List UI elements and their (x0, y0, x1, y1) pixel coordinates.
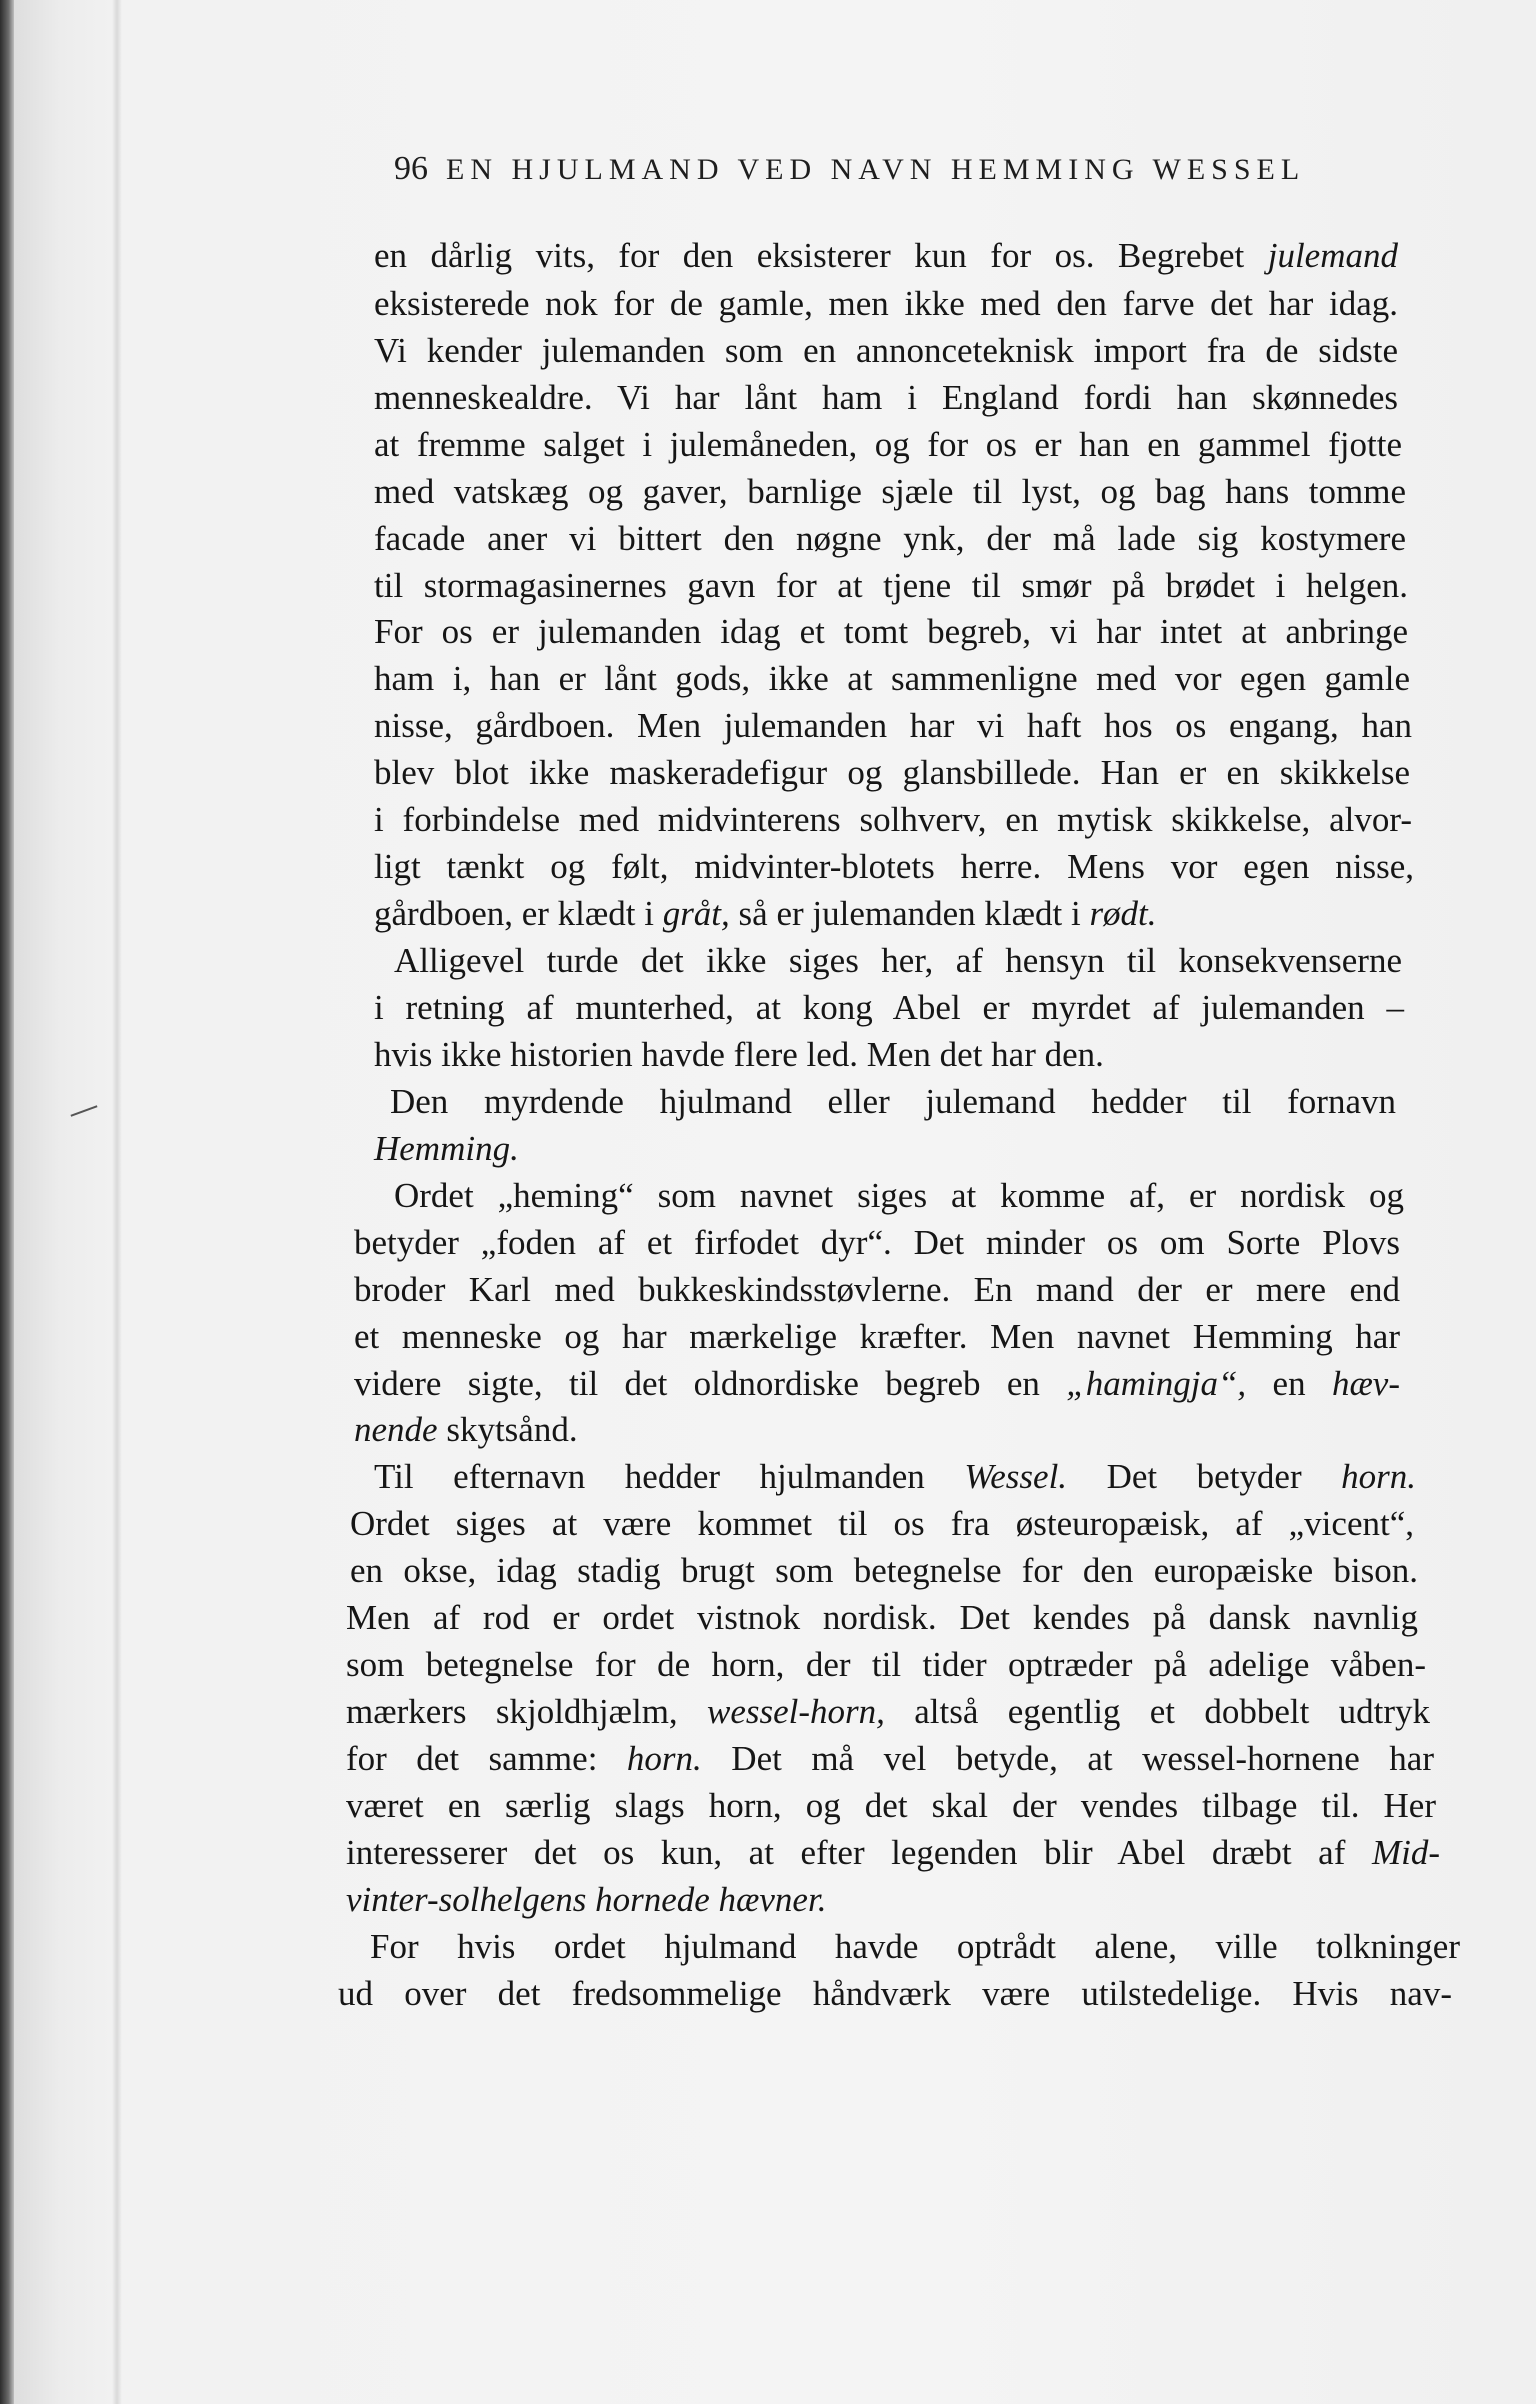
text-run: Den myrdende hjulmand eller julemand hedder til fornavn (390, 1082, 1396, 1121)
text-run: betyder „foden af et firfodet dyr“. Det minder os om Sorte Plovs (354, 1223, 1400, 1262)
text-line (374, 655, 1410, 703)
text-line (374, 1453, 1416, 1501)
italic-text: horn. (1341, 1457, 1417, 1496)
italic-text: nende (354, 1410, 438, 1449)
text-line (374, 421, 1402, 469)
text-run: For os er julemanden idag et tomt begreb, vi har intet at anbringe (374, 612, 1408, 651)
text-run: Vi kender julemanden som en annonceteknisk import fra de sidste (374, 331, 1398, 370)
text-line (374, 280, 1398, 328)
text-line (394, 937, 1402, 985)
text-run: været en særlig slags horn, og det skal der vendes tilbage til. Her (346, 1786, 1436, 1825)
text-line (374, 562, 1408, 610)
text-run: altså egentlig et dobbelt udtryk (884, 1692, 1430, 1731)
text-run: Alligevel turde det ikke siges her, af hensyn til konsekvenserne (394, 941, 1402, 980)
italic-text: Wessel. (964, 1457, 1068, 1496)
text-run: en dårlig vits, for den eksisterer kun for os. Begrebet (374, 236, 1268, 275)
text-line (374, 843, 1414, 891)
text-line (346, 1735, 1434, 1783)
text-run: interesserer det os kun, at efter legenden blir Abel dræbt af (346, 1833, 1372, 1872)
text-line (370, 1923, 1460, 1971)
text-run: videre sigte, til det oldnordiske begreb en (354, 1364, 1067, 1403)
text-run: ligt tænkt og følt, midvinter-blotets herre. Mens vor egen nisse, (374, 847, 1414, 886)
text-line (374, 984, 1404, 1032)
text-run: Ordet „heming“ som navnet siges at komme af, er nordisk og (394, 1176, 1404, 1215)
text-run: mærkers skjoldhjælm, (346, 1692, 708, 1731)
text-line (354, 1360, 1400, 1408)
text-run: til stormagasinernes gavn for at tjene til smør på brødet i helgen. (374, 566, 1408, 605)
text-run: med vatskæg og gaver, barnlige sjæle til lyst, og bag hans tomme (374, 472, 1406, 511)
text-line (374, 608, 1408, 656)
text-run: som betegnelse for de horn, der til tider optræder på adelige våben- (346, 1645, 1426, 1684)
text-run: ud over det fredsommelige håndværk være utilstedelige. Hvis nav- (338, 1974, 1452, 2013)
text-run: i forbindelse med midvinterens solhverv, en mytisk skikkelse, alvor- (374, 800, 1412, 839)
text-run: ham i, han er lånt gods, ikke at sammenligne med vor egen gamle (374, 659, 1410, 698)
text-run: For hvis ordet hjulmand havde optrådt alene, ville tolkninger (370, 1927, 1460, 1966)
text-line (374, 1125, 584, 1173)
text-line (374, 232, 1398, 280)
text-run: skytsånd. (437, 1410, 578, 1449)
text-run: Det betyder (1067, 1457, 1342, 1496)
text-run: eksisterede nok for de gamle, men ikke med den farve det har idag. (374, 284, 1398, 323)
text-run: Det må vel betyde, at wessel-hornene har (701, 1739, 1434, 1778)
text-run: Til efternavn hedder hjulmanden (374, 1457, 965, 1496)
text-line (346, 1782, 1436, 1830)
running-title: EN HJULMAND VED NAVN HEMMING WESSEL (446, 153, 1306, 186)
text-line (390, 1078, 1396, 1126)
text-line (354, 1219, 1400, 1267)
text-run: at fremme salget i julemåneden, og for os er han en gammel fjotte (374, 425, 1402, 464)
page-number: 96 (394, 150, 428, 187)
text-line (346, 1688, 1430, 1736)
text-line (374, 796, 1412, 844)
text-run: så er julemanden klædt i (729, 894, 1090, 933)
text-run: et menneske og har mærkelige kræfter. Men navnet Hemming har (354, 1317, 1400, 1356)
italic-text: Hemming. (374, 1129, 519, 1168)
text-run: for det samme: (346, 1739, 627, 1778)
text-run: blev blot ikke maskeradefigur og glansbillede. Han er en skikkelse (374, 753, 1410, 792)
text-line (346, 1641, 1426, 1689)
text-run: hvis ikke historien havde flere led. Men det har den. (374, 1035, 1104, 1074)
text-run: en okse, idag stadig brugt som betegnelse for den europæiske bison. (350, 1551, 1418, 1590)
text-line (354, 1313, 1400, 1361)
text-line (374, 890, 1254, 938)
italic-text: Mid- (1371, 1833, 1440, 1872)
text-line (374, 374, 1398, 422)
text-run: facade aner vi bittert den nøgne ynk, der må lade sig kostymere (374, 519, 1406, 558)
text-line (354, 1406, 604, 1454)
text-run: Ordet siges at være kommet til os fra østeuropæisk, af „vicent“, (350, 1504, 1414, 1543)
italic-text: vinter-solhelgens hornede hævner. (346, 1880, 827, 1919)
italic-text: rødt. (1089, 894, 1157, 933)
text-line (374, 515, 1406, 563)
text-line (350, 1547, 1418, 1595)
text-run: i retning af munterhed, at kong Abel er myrdet af julemanden – (374, 988, 1404, 1027)
text-run: nisse, gårdboen. Men julemanden har vi haft hos os engang, han (374, 706, 1412, 745)
text-line (374, 1031, 1194, 1079)
text-line (374, 468, 1406, 516)
italic-text: hæv- (1331, 1364, 1400, 1403)
text-line (346, 1829, 1440, 1877)
text-run: broder Karl med bukkeskindsstøvlerne. En mand der er mere end (354, 1270, 1400, 1309)
text-line (346, 1594, 1418, 1642)
text-line (346, 1876, 886, 1924)
text-line (374, 749, 1410, 797)
italic-text: julemand (1267, 236, 1398, 275)
italic-text: wessel-horn, (707, 1692, 885, 1731)
italic-text: horn. (626, 1739, 702, 1778)
text-line (338, 1970, 1452, 2018)
text-line (350, 1500, 1414, 1548)
italic-text: gråt, (662, 894, 730, 933)
text-run: gårdboen, er klædt i (374, 894, 663, 933)
text-line (354, 1266, 1400, 1314)
text-run: en (1246, 1364, 1332, 1403)
text-line (374, 702, 1412, 750)
text-line (374, 327, 1398, 375)
italic-text: „hamingja“, (1066, 1364, 1247, 1403)
text-line (394, 1172, 1404, 1220)
text-run: menneskealdre. Vi har lånt ham i England fordi han skønnedes (374, 378, 1398, 417)
text-run: Men af rod er ordet vistnok nordisk. Det kendes på dansk navnlig (346, 1598, 1418, 1637)
